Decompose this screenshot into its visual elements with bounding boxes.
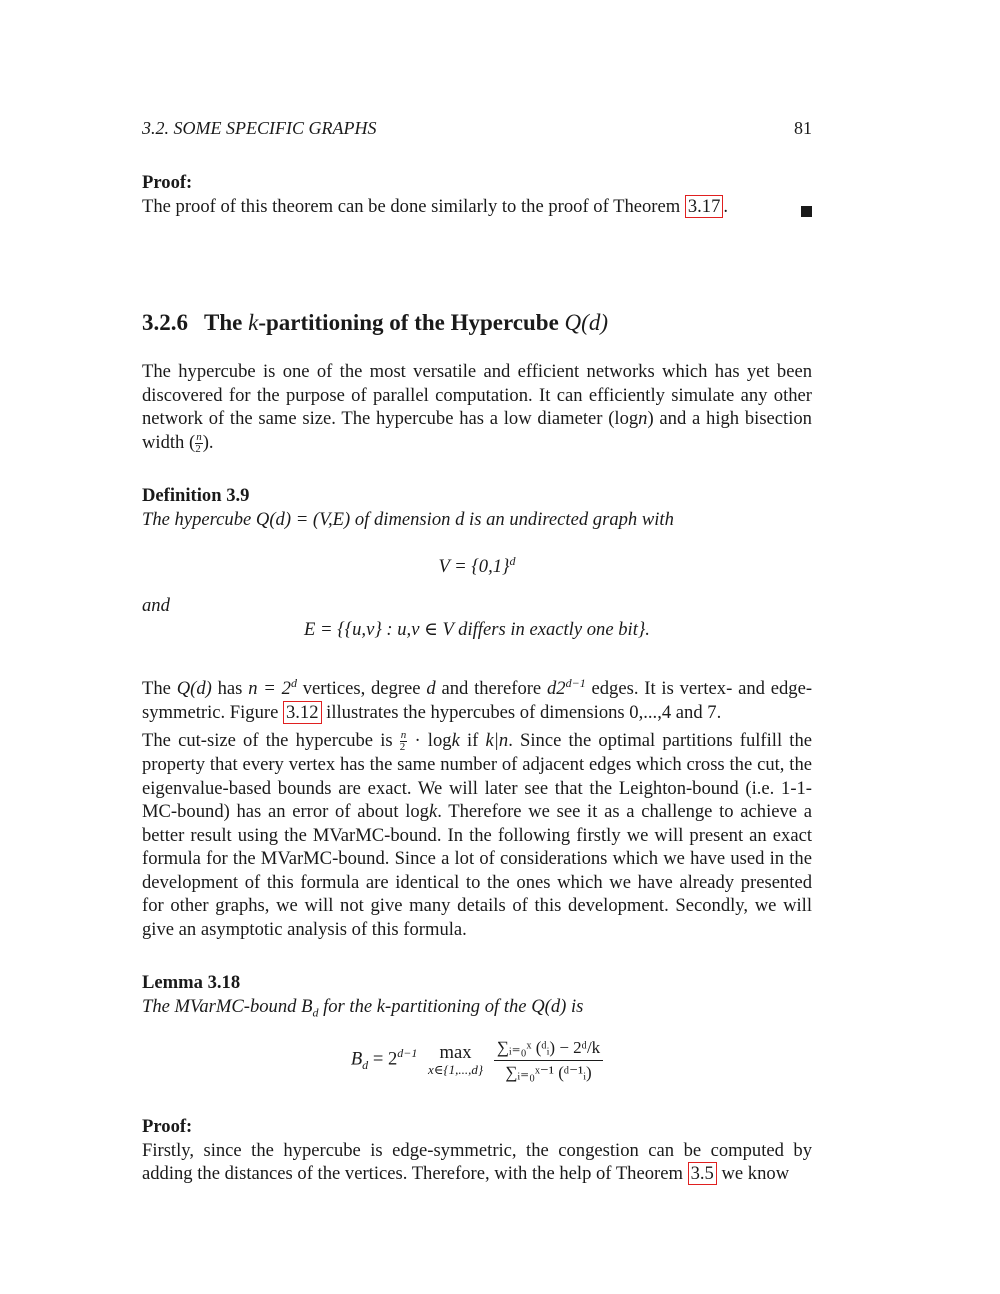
- bound-fraction: [494, 1038, 603, 1082]
- running-title: 3.2. SOME SPECIFIC GRAPHS: [142, 118, 377, 138]
- definition-and: and: [142, 595, 170, 616]
- section-number: 3.2.6: [142, 310, 188, 335]
- equation-v: $V = \{0,1\}^d$: [438, 554, 516, 578]
- max-operator: max x∈{1,...,d}: [428, 1041, 484, 1078]
- lemma-equation: $B_d = 2^{d-1}$ max x∈{1,...,d} $\frac{\text{∑ᵢ₌₀ˣ (ᵈᵢ) − 2ᵈ/k}}{\text{∑ᵢ₌₀ˣ⁻¹ (ᵈ⁻¹ᵢ)}}$: [142, 1038, 812, 1082]
- fraction-numerator: ∑ᵢ₌₀ˣ (ᵈᵢ) − 2ᵈ/k: [494, 1038, 603, 1061]
- fraction-denominator: ∑ᵢ₌₀ˣ⁻¹ (ᵈ⁻¹ᵢ): [505, 1062, 592, 1082]
- lemma-block: [142, 971, 812, 1025]
- qed-square-icon: [801, 206, 812, 217]
- paragraph-properties: The Q(d) has $n = 2^d$ vertices, degree d and therefore $d2^{d-1}$ edges. It is vertex- and edge-symmetric. Figure 3.12 illustrates the hypercubes of dimensions 0,...,4 and 7.: [142, 676, 813, 723]
- proof-text-2: Firstly, since the hypercube is edge-symmetric, the congestion can be computed by adding the distances of the vertices. Therefore, with the help of Theorem 3.5 we know: [142, 1139, 812, 1184]
- figure-link-3-12[interactable]: 3.12: [283, 701, 322, 724]
- running-header: [142, 118, 812, 139]
- page-number: 81: [794, 118, 812, 138]
- proof-block-2: [142, 1115, 812, 1186]
- intro-paragraph: The hypercube is one of the most versatile and efficient networks which has yet been discovered for the purpose of parallel computation. It can efficiently simulate any other network of the same size. The hypercube has a low diameter (logn) and a high bisection width ( $\frac{n}{2}$ ).: [142, 361, 812, 455]
- page: [142, 0, 812, 1294]
- proof-text: The proof of this theorem can be done similarly to the proof of Theorem 3.17 .: [142, 195, 729, 217]
- equation-e: E = {{u,v} : u,v ∈ V differs in exactly one bit}.: [304, 619, 650, 640]
- theorem-link-3-5[interactable]: 3.5: [688, 1162, 717, 1185]
- lemma-text: The MVarMC-bound $B_d$ for the k-partitioning of the Q(d) is: [142, 995, 584, 1020]
- proof-title-2: Proof:: [142, 1116, 193, 1137]
- definition-title: Definition 3.9: [142, 485, 250, 506]
- lemma-title: Lemma 3.18: [142, 972, 241, 993]
- definition-text: The hypercube Q(d) = (V,E) of dimension d is an undirected graph with: [142, 508, 674, 530]
- definition-block: [142, 484, 812, 531]
- paragraph-cut-size: The cut-size of the hypercube is $\frac{n}{2}$ · logk if k|n. Since the optimal partitions fulfill the property that every vertex has the same number of adjacent edges which cross the cut, the eigenvalue-based bounds are exact. We will later see that the Leighton-bound (i.e. 1-1-MC-bound) has an error of about logk. Therefore we see it as a challenge to achieve a better result using the MVarMC-bound. In the following firstly we will present an exact formula for the MVarMC-bound. Since a lot of considerations which we have used in the development of this formula are identical to the ones which we have already presented for other graphs, we will not give many details of this development. Secondly, we will give an asymptotic analysis of this formula.: [142, 729, 813, 940]
- section-heading: 3.2.6 The k-partitioning of the Hypercube Q(d): [142, 310, 608, 335]
- proof-block-1: [142, 171, 812, 218]
- proof-title: Proof:: [142, 172, 193, 193]
- theorem-link-3-17[interactable]: 3.17: [685, 195, 724, 218]
